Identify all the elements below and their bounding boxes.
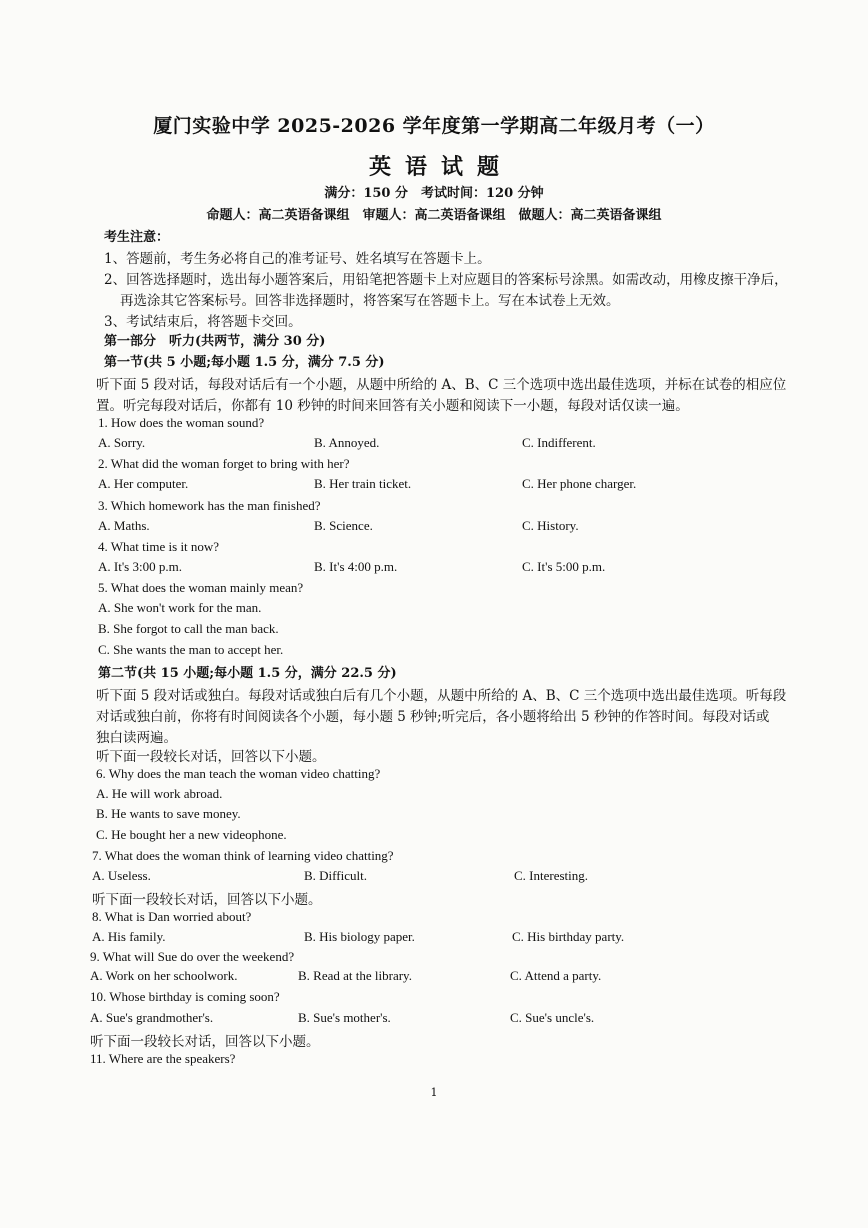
exam-title: 厦门实验中学 2025-2026 学年度第一学期高二年级月考（一） (153, 115, 715, 137)
question-stem: 10. Whose birthday is coming soon? (90, 989, 280, 1004)
section1-instruction: 听下面 5 段对话，每段对话后有一个小题，从题中所给的 A、B、C 三个选项中选出最佳选项，并标在试卷的相应位 (96, 377, 787, 393)
option-b: B. Read at the library. (298, 968, 412, 983)
option-b: B. Her train ticket. (314, 476, 412, 491)
question-stem: 1. How does the woman sound? (98, 415, 265, 430)
section1-heading: 第一节(共 5 小题;每小题 1.5 分，满分 7.5 分) (104, 355, 385, 370)
section2-instruction: 对话或独白前，你将有时间阅读各个小题，每小题 5 秒钟;听完后，各小题将给出 5 秒钟的作答时间。每段对话或 (96, 709, 770, 725)
section2-heading: 第二节(共 15 小题;每小题 1.5 分，满分 22.5 分) (98, 666, 397, 681)
option-c: C. History. (522, 518, 579, 533)
notice-item: 1、答题前，考生务必将自己的准考证号、姓名填写在答题卡上。 (104, 251, 491, 267)
question-stem: 7. What does the woman think of learning video chatting? (92, 848, 394, 863)
question-stem: 11. Where are the speakers? (90, 1051, 236, 1066)
option-c: C. Indifferent. (522, 435, 596, 450)
option-a: A. Sue's grandmother's. (90, 1010, 214, 1025)
option-b: B. He wants to save money. (96, 806, 241, 821)
page-number: 1 (430, 1086, 438, 1099)
option-a: A. His family. (92, 929, 166, 944)
option-b: B. Science. (314, 518, 373, 533)
question-stem: 5. What does the woman mainly mean? (98, 580, 304, 595)
listen-prompt: 听下面一段较长对话，回答以下小题。 (92, 892, 322, 908)
notice-item: 2、回答选择题时，选出每小题答案后，用铅笔把答题卡上对应题目的答案标号涂黑。如需改动，用橡皮擦干净后， (104, 272, 788, 288)
option-a: A. She won't work for the man. (98, 600, 262, 615)
option-a: A. Useless. (92, 868, 151, 883)
option-b: B. Difficult. (304, 868, 367, 883)
question-stem: 9. What will Sue do over the weekend? (90, 949, 295, 964)
option-a: A. Maths. (98, 518, 150, 533)
section1-instruction: 置。听完每段对话后，你都有 10 秒钟的时间来回答有关小题和阅读下一小题，每段对话仅读一遍。 (96, 398, 689, 414)
option-c: C. Attend a party. (510, 968, 602, 983)
notice-item: 再选涂其它答案标号。回答非选择题时，将答案写在答题卡上。写在本试卷上无效。 (120, 293, 620, 309)
option-a: A. Her computer. (98, 476, 189, 491)
option-c: C. She wants the man to accept her. (98, 642, 284, 657)
option-b: B. His biology paper. (304, 929, 415, 944)
option-b: B. Annoyed. (314, 435, 380, 450)
option-b: B. She forgot to call the man back. (98, 621, 279, 636)
option-a: A. Sorry. (98, 435, 146, 450)
question-stem: 8. What is Dan worried about? (92, 909, 252, 924)
option-c: C. Sue's uncle's. (510, 1010, 595, 1025)
question-stem: 3. Which homework has the man finished? (98, 498, 321, 513)
option-c: C. It's 5:00 p.m. (522, 559, 606, 574)
part1-heading: 第一部分 听力(共两节，满分 30 分) (104, 334, 326, 349)
option-a: A. He will work abroad. (96, 786, 223, 801)
option-c: C. Interesting. (514, 868, 589, 883)
option-b: B. It's 4:00 p.m. (314, 559, 398, 574)
score-info: 满分：150 分 考试时间：120 分钟 (324, 186, 544, 201)
option-c: C. His birthday party. (512, 929, 625, 944)
listen-prompt: 听下面一段较长对话，回答以下小题。 (96, 749, 326, 765)
notice-heading: 考生注意： (104, 230, 170, 245)
question-stem: 6. Why does the man teach the woman video chatting? (96, 766, 381, 781)
listen-prompt: 听下面一段较长对话，回答以下小题。 (90, 1034, 320, 1050)
question-stem: 2. What did the woman forget to bring with her? (98, 456, 350, 471)
subject-title: 英语试题 (368, 154, 513, 180)
option-a: A. It's 3:00 p.m. (98, 559, 182, 574)
option-a: A. Work on her schoolwork. (90, 968, 238, 983)
section2-instruction: 听下面 5 段对话或独白。每段对话或独白后有几个小题，从题中所给的 A、B、C 三个选项中选出最佳选项。听每段 (96, 688, 787, 704)
option-c: C. He bought her a new videophone. (96, 827, 287, 842)
question-stem: 4. What time is it now? (98, 539, 220, 554)
option-b: B. Sue's mother's. (298, 1010, 391, 1025)
authors-line: 命题人：高二英语备课组 审题人：高二英语备课组 做题人：高二英语备课组 (206, 208, 662, 223)
option-c: C. Her phone charger. (522, 476, 637, 491)
section2-instruction: 独白读两遍。 (96, 730, 177, 746)
notice-item: 3、考试结束后，将答题卡交回。 (104, 314, 302, 330)
